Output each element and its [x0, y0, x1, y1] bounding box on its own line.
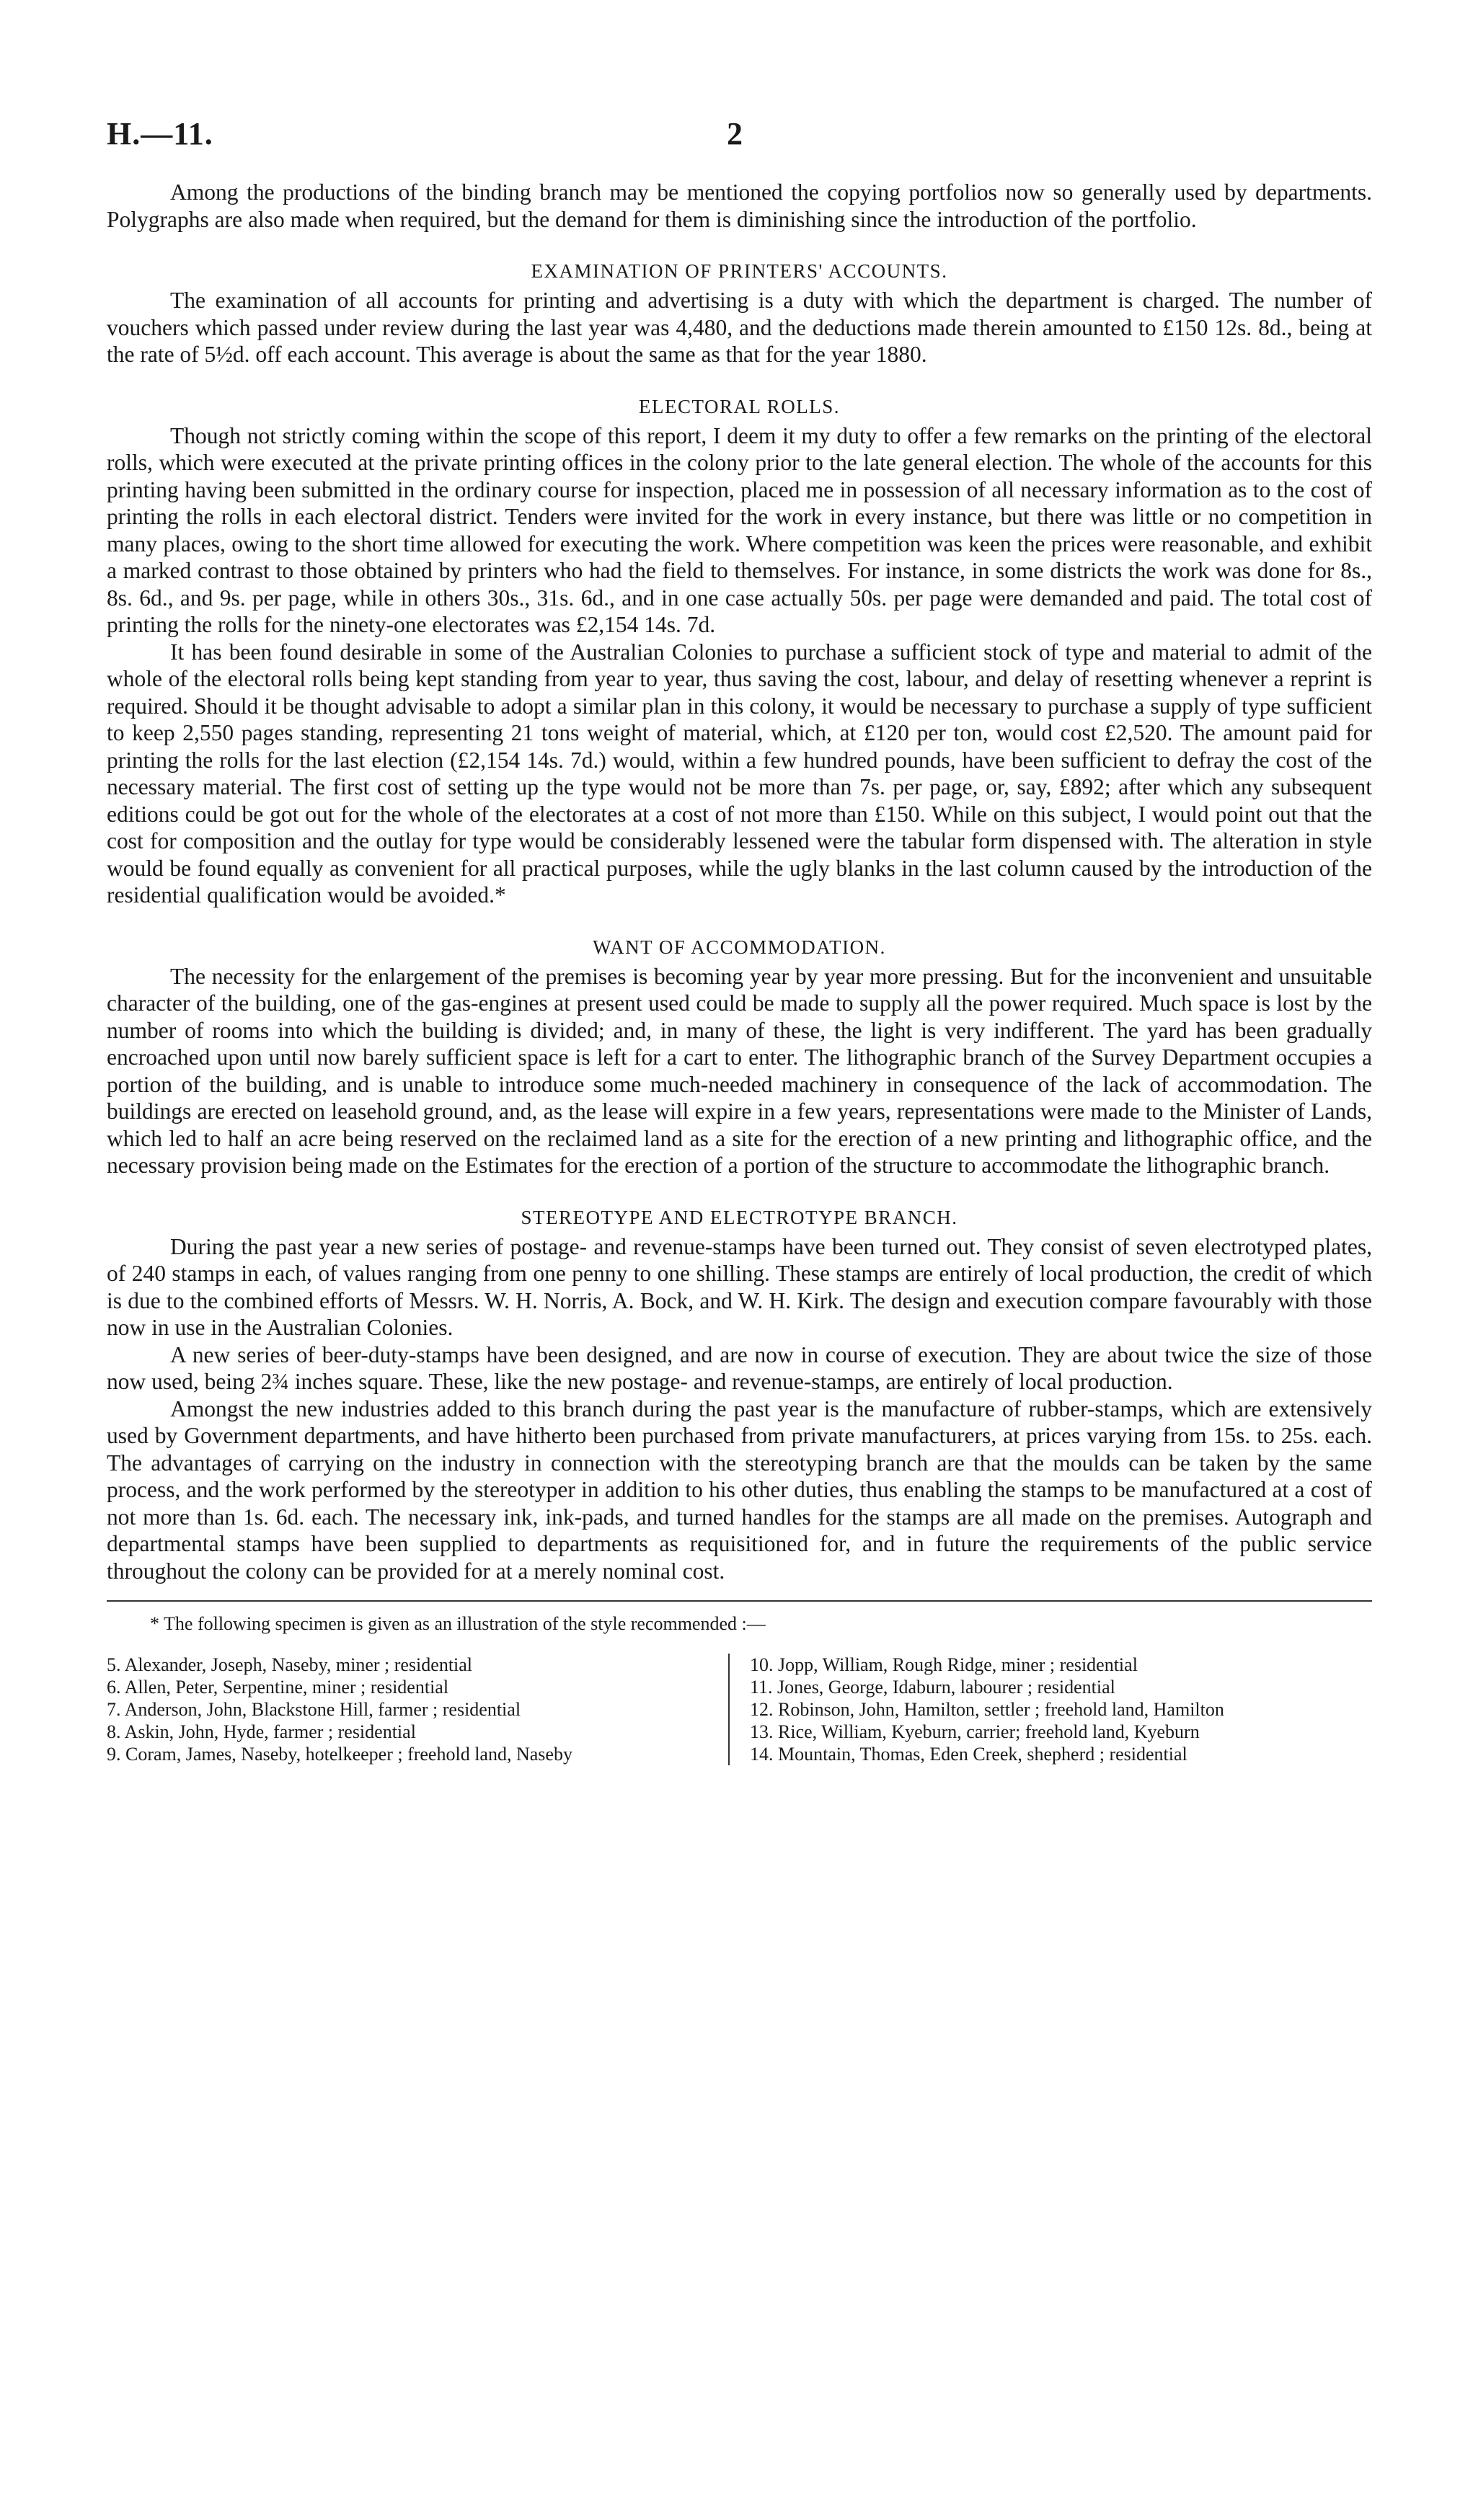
list-item: 8. Askin, John, Hyde, farmer ; residential — [107, 1721, 416, 1742]
document-page — [107, 108, 1372, 1765]
paragraph: Though not strictly coming within the scope of this report, I deem it my duty to offer a few remarks on the printing of the electoral rolls, which were executed at the private printing offices in the colony prior to the late general election. The whole of the accounts for this printing having been submitted in the ordinary course for inspection, placed me in possession of all necessary information as to the cost of printing the rolls in each electoral district. Tenders were invited for the work in every instance, but there was little or no competition in many places, owing to the short time allowed for executing the work. Where competition was keen the prices were reasonable, and exhibit a marked contrast to those obtained by printers who had the field to themselves. For instance, in some districts the work was done for 8s., 8s. 6d., and 9s. per page, while in others 30s., 31s. 6d., and in one case actually 50s. per page were demanded and paid. The total cost of printing the rolls for the ninety-one electorates was £2,154 14s. 7d. — [107, 422, 1372, 637]
list-item: 5. Alexander, Joseph, Naseby, miner ; residential — [107, 1654, 473, 1675]
section-electoral-rolls — [107, 396, 1372, 909]
section-heading: STEREOTYPE AND ELECTROTYPE BRANCH. — [521, 1206, 958, 1228]
document-reference: H.—11. — [107, 116, 213, 151]
paragraph: During the past year a new series of postage- and revenue-stamps have been turned out. They consist of seven electrotyped plates, of 240 stamps in each, of values ranging from one penny to one shilling. These stamps are entirely of local production, the credit of which is due to the combined efforts of Messrs. W. H. Norris, A. Bock, and W. H. Kirk. The design and execution compare favourably with those now in use in the Australian Colonies. — [107, 1233, 1372, 1340]
footnote-right-column — [728, 1654, 1371, 1765]
section-heading: ELECTORAL ROLLS. — [639, 395, 840, 417]
section-examination-of-accounts — [107, 260, 1372, 368]
footnote-divider — [107, 1600, 1372, 1602]
section-stereotype-branch — [107, 1207, 1372, 1585]
page-number: 2 — [727, 116, 743, 151]
section-want-of-accommodation — [107, 936, 1372, 1179]
intro-paragraph: Among the productions of the binding branch may be mentioned the copying portfolios now so generally used by departments. Polygraphs are also made when required, but the demand for them is diminishing since the introduction of the portfolio. — [107, 179, 1372, 232]
page-header — [107, 108, 1372, 166]
section-heading: WANT OF ACCOMMODATION. — [593, 936, 886, 958]
list-item: 14. Mountain, Thomas, Eden Creek, shepherd ; residential — [750, 1744, 1187, 1765]
footnote-left-column — [107, 1654, 728, 1765]
paragraph: A new series of beer-duty-stamps have been designed, and are now in course of execution. They are about twice the size of those now used, being 2¾ inches square. These, like the new postage- and revenue-stamps, are entirely of local production. — [107, 1341, 1372, 1394]
footnote — [107, 1612, 1372, 1765]
paragraph: Amongst the new industries added to this branch during the past year is the manufacture of rubber-stamps, which are extensively used by Government departments, and have hitherto been purchased from private manufacturers, at prices varying from 15s. to 25s. each. The advantages of carrying on the industry in connection with the stereotyping branch are that the moulds can be taken by the same process, and the work performed by the stereotyper in addition to his other duties, thus enabling the stamps to be manufactured at a cost of not more than 1s. 6d. each. The necessary ink, ink-pads, and turned handles for the stamps are all made on the premises. Autograph and departmental stamps have been supplied to departments as requisitioned for, and in future the requirements of the public service throughout the colony can be provided for at a merely nominal cost. — [107, 1396, 1372, 1584]
list-item: 9. Coram, James, Naseby, hotelkeeper ; freehold land, Naseby — [107, 1744, 572, 1765]
list-item: 11. Jones, George, Idaburn, labourer ; residential — [750, 1677, 1115, 1698]
paragraph: It has been found desirable in some of the Australian Colonies to purchase a sufficient stock of type and material to admit of the whole of the electoral rolls being kept standing from year to year, thus saving the cost, labour, and delay of resetting whenever a reprint is required. Should it be thought advisable to adopt a similar plan in this colony, it would be necessary to purchase a supply of type sufficient to keep 2,550 pages standing, representing 21 tons weight of material, which, at £120 per ton, would cost £2,520. The amount paid for printing the rolls for the last election (£2,154 14s. 7d.) would, within a few hundred pounds, have been sufficient to defray the cost of the necessary material. The first cost of setting up the type would not be more than 7s. per page, or, say, £892; after which any subsequent editions could be got out for the whole of the electorates at a cost of not more than £150. While on this subject, I would point out that the cost for composition and the outlay for type would be considerably lessened were the tabular form dispensed with. The alteration in style would be found equally as convenient for all practical purposes, while the ugly blanks in the last column caused by the introduction of the residential qualification would be avoided.* — [107, 639, 1372, 908]
list-item: 13. Rice, William, Kyeburn, carrier; freehold land, Kyeburn — [750, 1721, 1200, 1742]
section-heading: EXAMINATION OF PRINTERS' ACCOUNTS. — [531, 260, 948, 282]
list-item: 12. Robinson, John, Hamilton, settler ; freehold land, Hamilton — [750, 1699, 1224, 1720]
paragraph: The necessity for the enlargement of the premises is becoming year by year more pressing. But for the inconvenient and unsuitable character of the building, one of the gas-engines at present used could be made to supply all the power required. Much space is lost by the number of rooms into which the building is divided; and, in many of these, the light is very indifferent. The yard has been gradually encroached upon until now barely sufficient space is left for a cart to enter. The lithographic branch of the Survey Department occupies a portion of the building, and is unable to introduce some much-needed machinery in consequence of the lack of accommodation. The buildings are erected on leasehold ground, and, as the lease will expire in a few years, representations were made to the Minister of Lands, which led to half an acre being reserved on the reclaimed land as a site for the erection of a new printing and lithographic office, and the necessary provision being made on the Estimates for the erection of a portion of the structure to accommodate the lithographic branch. — [107, 963, 1372, 1178]
footnote-lead: * The following specimen is given as an illustration of the style recommended :— — [150, 1613, 766, 1634]
footnote-specimen-columns — [107, 1654, 1372, 1765]
list-item: 6. Allen, Peter, Serpentine, miner ; residential — [107, 1677, 449, 1698]
list-item: 7. Anderson, John, Blackstone Hill, farmer ; residential — [107, 1699, 521, 1720]
paragraph: The examination of all accounts for printing and advertising is a duty with which the department is charged. The number of vouchers which passed under review during the last year was 4,480, and the deductions made therein amounted to £150 12s. 8d., being at the rate of 5½d. off each account. This average is about the same as that for the year 1880. — [107, 288, 1372, 367]
list-item: 10. Jopp, William, Rough Ridge, miner ; residential — [750, 1654, 1138, 1675]
